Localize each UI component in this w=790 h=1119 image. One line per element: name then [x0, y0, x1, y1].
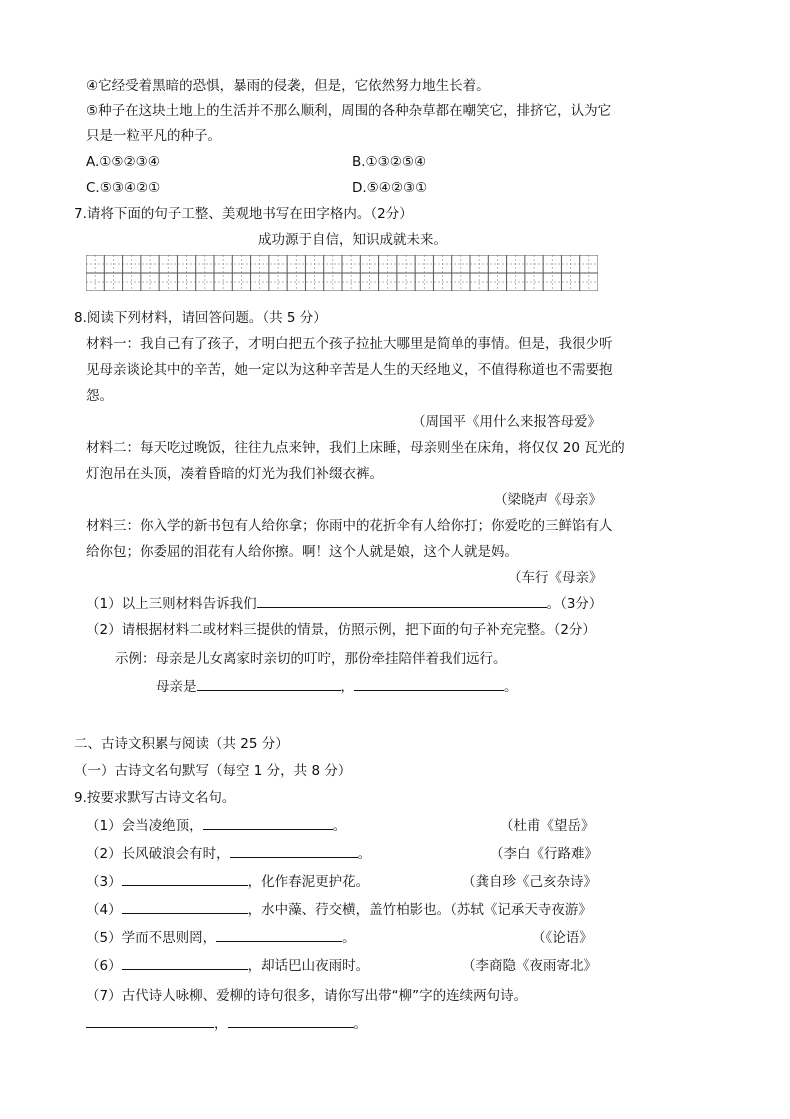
poem-item-7-blank-1[interactable] [86, 1014, 214, 1028]
material3-line1: 材料三：你入学的新书包有人给你拿；你雨中的花折伞有人给你打；你爱吃的三鲜馅有人 [86, 518, 613, 534]
q8-sub1-answer-blank[interactable] [257, 594, 547, 608]
tianzige-grid[interactable] [86, 255, 598, 291]
material1-line2: 见母亲谈论其中的辛苦，她一定以为这种辛苦是人生的天经地义，不值得称道也不需要抱 [86, 362, 613, 378]
material2-line2: 灯泡吊在头顶，凑着昏暗的灯光为我们补缀衣裤。 [86, 466, 383, 482]
poem-item-1-end: 。 [332, 818, 347, 834]
q8-fill-line [156, 677, 518, 697]
poem-item-2-prompt: （2）长风破浪会有时， [86, 846, 230, 862]
poem-item-2-blank[interactable] [230, 844, 358, 858]
material2-source: （梁晓声《母亲》 [494, 492, 602, 508]
poem-item-3-source: （龚自珍《己亥杂诗》 [462, 874, 597, 890]
poem-item-7-end: 。 [353, 1016, 367, 1032]
q8-sub2: （2）请根据材料二或材料三提供的情景，仿照示例，把下面的句子补充完整。（2分） [86, 622, 596, 638]
poem-item-6-prompt: （6） [86, 958, 122, 974]
poem-item-4-prompt: （4） [86, 902, 122, 918]
q6-option-b: B.①③②⑤④ [352, 154, 427, 170]
q6-option-d: D.⑤④②③① [352, 180, 428, 196]
poem-item-1-source: （杜甫《望岳》 [500, 818, 595, 834]
material3-line2: 给你包；你委屈的泪花有人给你擦。啊！这个人就是娘，这个人就是妈。 [86, 544, 518, 560]
poem-item-7-answer [86, 1014, 367, 1034]
material1-source: （周国平《用什么来报答母爱》 [412, 414, 601, 430]
poem-item-5-source: （《论语》 [532, 930, 593, 946]
poem-item-5-end: 。 [342, 930, 356, 946]
q8-fill-comma: ， [340, 679, 354, 695]
poem-item-2-source: （李白《行路难》 [490, 846, 598, 862]
poem-item-1 [86, 816, 346, 836]
material1-line1: 材料一：我自己有了孩子，才明白把五个孩子拉扯大哪里是简单的事情。但是，我很少听 [86, 336, 613, 352]
poem-item-4-source: （苏轼《记承天寺夜游》 [450, 902, 592, 918]
poem-item-7-separator: ， [214, 1016, 228, 1032]
q7-sentence: 成功源于自信，知识成就未来。 [258, 232, 447, 248]
poem-item-2-end: 。 [357, 846, 372, 862]
q8-stem: 8.阅读下列材料，请回答问题。（共 5 分） [74, 310, 327, 326]
q8-sub1-score: 。（3分） [546, 596, 603, 612]
poem-item-5-blank[interactable] [216, 928, 342, 942]
poem-item-5 [86, 928, 356, 948]
section2-part1: （一）古诗文名句默写（每空 1 分，共 8 分） [74, 763, 352, 779]
q9-stem: 9.按要求默写古诗文名句。 [74, 790, 236, 806]
poem-item-6-blank[interactable] [122, 956, 248, 970]
poem-item-4 [86, 900, 592, 920]
material3-source: （车行《母亲》 [508, 570, 603, 586]
q6-item-4: ④它经受着黑暗的恐惧，暴雨的侵袭，但是，它依然努力地生长着。 [86, 78, 490, 94]
q6-item-5-line1: ⑤种子在这块土地上的生活并不那么顺利，周围的各种杂草都在嘲笑它，排挤它，认为它 [86, 103, 612, 119]
poem-item-3 [86, 872, 369, 892]
poem-item-6-source: （李商隐《夜雨寄北》 [462, 958, 597, 974]
poem-item-6 [86, 956, 369, 976]
material1-line3: 怨。 [86, 388, 113, 404]
q6-option-a: A.①⑤②③④ [86, 154, 160, 170]
poem-item-1-blank[interactable] [203, 816, 333, 830]
poem-item-7-blank-2[interactable] [228, 1014, 354, 1028]
material2-line1: 材料二：每天吃过晚饭，往往九点来钟，我们上床睡，母亲则坐在床角，将仅仅 20 瓦光的 [86, 440, 625, 456]
poem-item-3-blank[interactable] [122, 872, 248, 886]
poem-item-3-end: ，化作春泥更护花。 [247, 874, 370, 890]
poem-item-6-end: ，却话巴山夜雨时。 [247, 958, 370, 974]
q6-option-c: C.⑤③④②① [86, 180, 161, 196]
poem-item-3-prompt: （3） [86, 874, 122, 890]
q8-fill-blank-1[interactable] [197, 677, 341, 691]
section2-title: 二、古诗文积累与阅读（共 25 分） [74, 736, 289, 752]
q6-item-5-line2: 只是一粒平凡的种子。 [86, 128, 221, 144]
poem-item-5-prompt: （5）学而不思则罔， [86, 930, 217, 946]
poem-item-2 [86, 844, 371, 864]
q8-sub1-prompt: （1）以上三则材料告诉我们 [86, 596, 257, 612]
q8-fill-prefix: 母亲是 [156, 679, 197, 695]
poem-item-7: （7）古代诗人咏柳、爱柳的诗句很多，请你写出带“柳”字的连续两句诗。 [86, 988, 528, 1004]
poem-item-4-end: ，水中藻、荇交横，盖竹柏影也。 [247, 902, 451, 918]
q8-fill-blank-2[interactable] [354, 677, 504, 691]
q7-stem: 7.请将下面的句子工整、美观地书写在田字格内。（2分） [74, 206, 413, 222]
q8-sub1 [86, 594, 602, 614]
q8-example: 示例：母亲是儿女离家时亲切的叮咛，那份牵挂陪伴着我们远行。 [115, 651, 507, 667]
poem-item-1-prompt: （1）会当凌绝顶， [86, 818, 203, 834]
q8-fill-end: 。 [504, 679, 518, 695]
poem-item-4-blank[interactable] [122, 900, 248, 914]
